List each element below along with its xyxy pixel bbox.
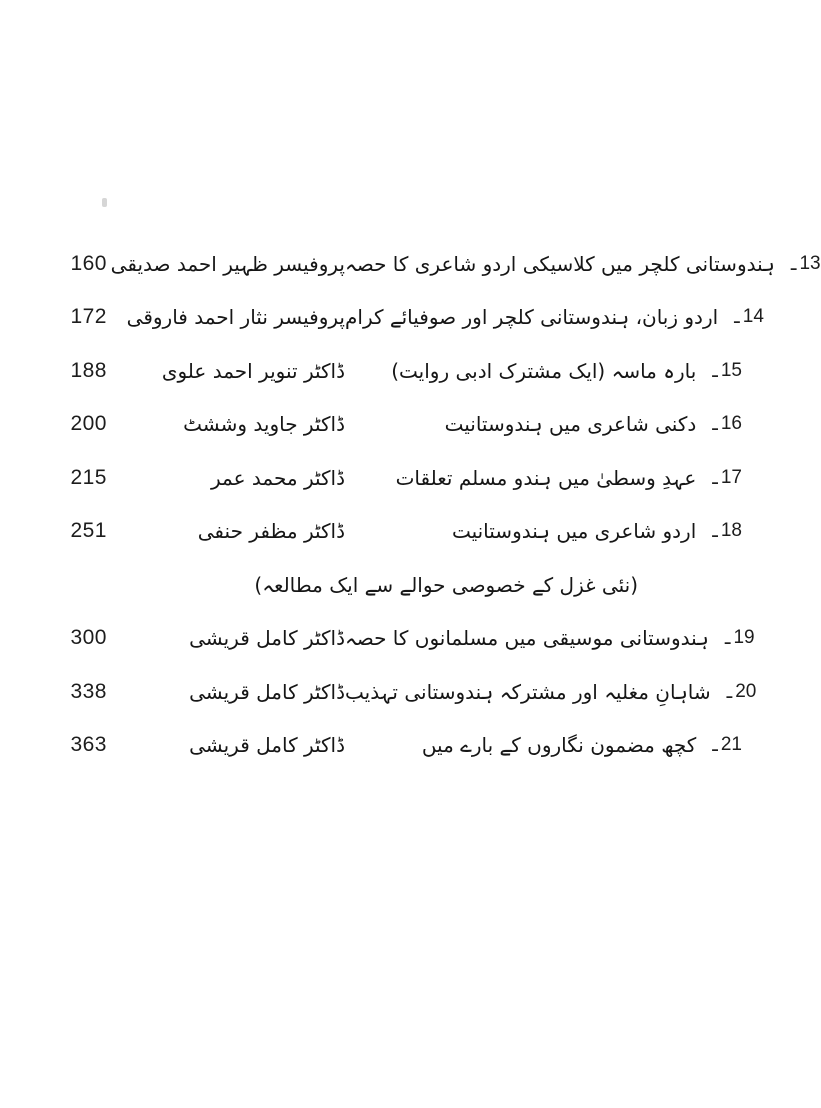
entry-dash: ـ <box>712 413 718 436</box>
entry-title-group <box>345 412 742 436</box>
author-name: پروفیسر نثار احمد فاروقی <box>126 305 345 330</box>
entry-dash: ـ <box>726 680 733 703</box>
author-name: ڈاکٹر محمد عمر <box>211 465 345 490</box>
entry-title: عہدِ وسطیٰ میں ہندو مسلم تعلقات <box>395 465 697 490</box>
toc-entry-row <box>55 237 821 291</box>
page-number: 172 <box>70 305 107 329</box>
toc-entry-row <box>55 451 742 505</box>
toc-entry-row <box>55 612 755 666</box>
entry-title: دکنی شاعری میں ہندوستانیت <box>444 412 697 437</box>
scan-artifact-speck <box>102 198 107 207</box>
toc-entry-row <box>55 665 757 719</box>
entry-dash: ـ <box>712 520 718 543</box>
author-name: ڈاکٹر کامل قریشی <box>189 733 345 758</box>
entry-title-group <box>345 466 742 490</box>
page-number: 160 <box>70 251 107 275</box>
author-name: ڈاکٹر مظفر حنفی <box>197 519 345 544</box>
entry-title-group <box>345 359 742 383</box>
toc-entry-row <box>55 398 742 452</box>
entry-title-group <box>345 626 755 650</box>
author-name: ڈاکٹر کامل قریشی <box>189 679 345 704</box>
entry-title-group <box>345 252 821 276</box>
entry-title: ہندوستانی موسیقی میں مسلمانوں کا حصہ <box>345 626 709 651</box>
entry-dash: ـ <box>712 466 718 489</box>
page-number: 200 <box>70 412 107 436</box>
page-number: 188 <box>70 358 107 382</box>
author-name: ڈاکٹر کامل قریشی <box>189 626 345 651</box>
entry-title: شاہانِ مغلیہ اور مشترکہ ہندوستانی تہذیب <box>345 679 711 704</box>
entry-dash: ـ <box>724 627 731 650</box>
author-name: ڈاکٹر تنویر احمد علوی <box>161 358 345 383</box>
entry-title: اردو شاعری میں ہندوستانیت <box>451 519 697 544</box>
entry-title: بارہ ماسہ (ایک مشترک ادبی روایت) <box>391 358 697 383</box>
toc-subtitle-row <box>55 558 742 612</box>
entry-title-group <box>345 519 742 543</box>
toc-entry-row <box>55 719 742 773</box>
entry-title-group <box>345 305 764 329</box>
entry-dash: ـ <box>712 734 718 757</box>
author-name: پروفیسر ظہیر احمد صدیقی <box>110 251 345 276</box>
entry-title-group <box>345 733 742 757</box>
entry-number: 18 <box>720 520 742 542</box>
entry-dash: ـ <box>790 252 797 275</box>
entry-number: 13 <box>799 252 821 274</box>
toc-entry-row <box>55 291 764 345</box>
entry-title: کچھ مضمون نگاروں کے بارے میں <box>421 733 697 758</box>
entry-number: 17 <box>720 466 742 488</box>
toc-entry-row <box>55 344 742 398</box>
entry-dash: ـ <box>712 359 718 382</box>
entry-number: 15 <box>720 359 742 381</box>
entry-title-group <box>345 680 756 704</box>
author-name: ڈاکٹر جاوید وششٹ <box>183 412 345 437</box>
page-number: 215 <box>70 465 107 489</box>
table-of-contents <box>55 237 821 772</box>
entry-title: اردو زبان، ہندوستانی کلچر اور صوفیائے کرام <box>345 305 719 330</box>
page-number: 338 <box>70 679 107 703</box>
entry-number: 20 <box>735 680 757 702</box>
entry-number: 16 <box>720 413 742 435</box>
page-number: 251 <box>70 519 107 543</box>
toc-entry-row <box>55 505 742 559</box>
entry-subtitle-note: (نئی غزل کے خصوصی حوالے سے ایک مطالعہ) <box>254 572 638 597</box>
entry-number: 19 <box>733 627 755 649</box>
page-number: 300 <box>70 626 107 650</box>
entry-number: 14 <box>742 306 764 328</box>
entry-number: 21 <box>720 734 742 756</box>
entry-dash: ـ <box>734 306 740 329</box>
entry-title: ہندوستانی کلچر میں کلاسیکی اردو شاعری کا حصہ <box>345 251 775 276</box>
page-number: 363 <box>70 733 107 757</box>
